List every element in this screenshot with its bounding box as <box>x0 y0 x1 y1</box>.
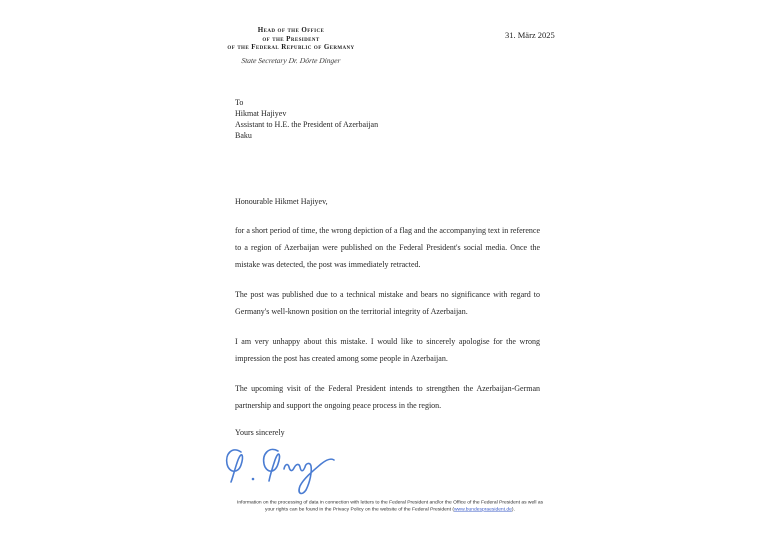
footer-line-2-end: ). <box>511 506 515 512</box>
letter-body <box>235 196 540 438</box>
paragraph-2: The post was published due to a technical mistake and bears no significance with regard to Germany's well-known position on the territorial integrity of Azerbaijan. <box>235 290 540 316</box>
handwritten-signature <box>222 438 346 495</box>
signature-period <box>252 478 255 481</box>
paragraph-4: The upcoming visit of the Federal President intends to strengthen the Azerbaijan-German partnership and support the ongoing peace process in the region. <box>235 384 540 410</box>
address-line-name: Hikmat Hajiyev <box>235 109 287 118</box>
secretary-name: State Secretary Dr. Dörte Dinger <box>240 56 342 65</box>
letter-date: 31. März 2025 <box>505 30 555 40</box>
letterhead-line-2: of the President <box>262 34 320 43</box>
footer-line-1: Information on the processing of data in connection with letters to the Federal President and/or the Office of the Federal President as well as <box>236 499 544 506</box>
address-line-to: To <box>235 98 244 107</box>
signature-block <box>222 438 346 500</box>
footer-line-2-text: your rights can be found in the Privacy Policy on the website of the Federal President ( <box>265 506 454 512</box>
closing-phrase: Yours sincerely <box>235 428 285 437</box>
address-line-city: Baku <box>235 131 252 140</box>
paragraph-3: I am very unhappy about this mistake. I would like to sincerely apologise for the wrong impression the post has created among some people in Azerbaijan. <box>235 337 540 363</box>
letterhead <box>180 26 402 52</box>
address-line-title: Assistant to H.E. the President of Azerbaijan <box>235 120 379 129</box>
recipient-address <box>235 97 378 141</box>
signature-stroke-inger <box>284 459 334 493</box>
footer-website-link[interactable]: www.bundespraesident.de <box>453 506 512 512</box>
footer-line-2 <box>208 506 572 513</box>
signature-stroke-d <box>227 450 243 482</box>
signature-stroke-D2 <box>264 449 280 481</box>
privacy-footer <box>208 499 572 513</box>
letterhead-line-1: Head of the Office <box>257 26 325 34</box>
letterhead-line-3: of the Federal Republic of Germany <box>227 43 355 51</box>
salutation: Honourable Hikmet Hajiyev, <box>235 197 328 206</box>
paragraph-1: for a short period of time, the wrong depiction of a flag and the accompanying text in reference to a region of Azerbaijan were published on the Federal President's social media. Once the mistake was detected, the post was immediately retracted. <box>235 226 540 269</box>
